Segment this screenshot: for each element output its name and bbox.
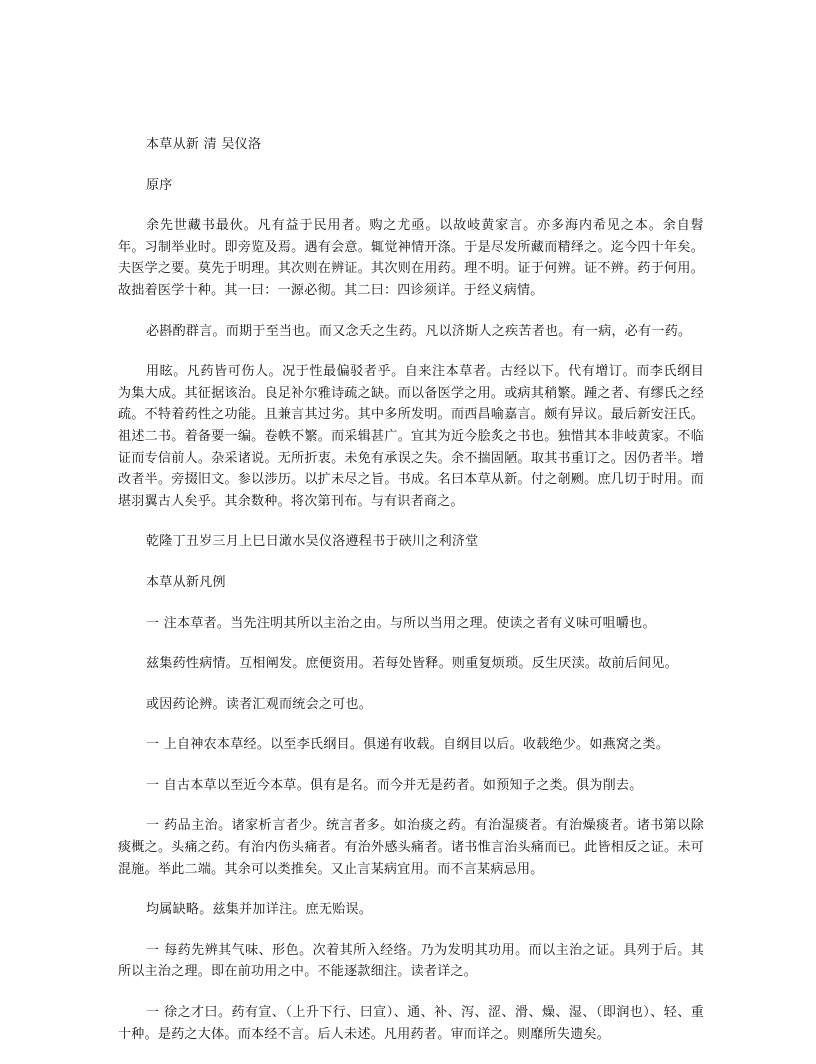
paragraph: 兹集药性病情。互相阐发。庶便资用。若每处皆释。则重复烦琐。反生厌渎。故前后间见。: [146, 656, 679, 672]
document-body: [118, 134, 704, 1064]
paragraph: 一 上自神农本草经。以至李氏纲目。俱递有收载。自纲目以后。收载绝少。如燕窝之类。: [146, 737, 670, 753]
paragraph: 用眩。凡药皆可伤人。况于性最偏驳者乎。自来注本草者。古经以下。代有增订。而李氏纲目为集大成。其征据该治。良足补尔雅诗疏之缺。而以备医学之用。或病其稍繁。踵之者、有缪氏之经疏。不特着药性之功能。且兼言其过劣。其中多所发明。而西昌喻嘉言。颇有异议。最后新安汪氏。祖述二书。着备要一编。卷帙不繁。而采辑甚广。宜其为近今脍炙之书也。独惜其本非岐黄家。不临证而专信前人。杂采诸说。无所折衷。未免有承误之失。余不揣固陋。取其书重订之。因仍者半。增改者半。旁掇旧文。参以涉历。以扩未尽之旨。书成。名曰本草从新。付之剞劂。庶几切于时用。而堪羽翼古人矣乎。其余数种。将次第刊布。与有识者商之。: [118, 364, 704, 509]
paragraph: 余先世藏书最伙。凡有益于民用者。购之尤亟。以故岐黄家言。亦多海内希见之本。余自髫年。习制举业时。即旁览及焉。遇有会意。辄觉神情开涤。于是尽发所藏而精绎之。迄今四十年矣。夫医学之要。莫先于明理。其次则在辨证。其次则在用药。理不明。证于何辨。证不辨。药于何用。故拙着医学十种。其一曰：一源必彻。其二曰：四诊须详。于经义病情。: [118, 218, 704, 298]
document-title: 本草从新 清 吴仪洛: [146, 137, 262, 152]
section-heading-conventions: 本草从新凡例: [146, 574, 226, 590]
paragraph: 或因药论辨。读者汇观而统会之可也。: [146, 696, 373, 712]
paragraph: 一 徐之才曰。药有宣、（上升下行、曰宣）、通、补、泻、涩、滑、燥、湿、（即润也）、轻、重十种。是药之大体。而本经不言。后人未述。凡用药者。审而详之。则靡所失遗矣。: [118, 1005, 704, 1042]
paragraph: 一 注本草者。当先注明其所以主治之由。与所以当用之理。使读之者有义味可咀嚼也。: [146, 615, 656, 631]
paragraph: 必斟酌群言。而期于至当也。而又念夭之生药。凡以济斯人之疾苦者也。有一病，必有一药。: [146, 323, 692, 339]
paragraph: 一 每药先辨其气味、形色。次着其所入经络。乃为发明其功用。而以主治之证。具列于后。其所以主治之理。即在前功用之中。不能逐款细注。读者详之。: [118, 942, 704, 980]
paragraph: 均属缺略。兹集并加详注。庶无贻误。: [146, 902, 373, 918]
paragraph: 一 药品主治。诸家析言者少。统言者多。如治痰之药。有治湿痰者。有治燥痰者。诸书第以除痰概之。头痛之药。有治内伤头痛者。有治外感头痛者。诸书惟言治头痛而已。此皆相反之证。未可混施。举此二端。其余可以类推矣。又止言某病宜用。而不言某病忌用。: [118, 818, 704, 877]
section-heading-preface: 原序: [146, 177, 173, 193]
colophon: 乾隆丁丑岁三月上巳日澉水吴仪洛遵程书于硖川之利济堂: [146, 534, 479, 550]
paragraph: 一 自古本草以至近今本草。俱有是名。而今并无是药者。如预知子之类。俱为削去。: [146, 777, 643, 793]
